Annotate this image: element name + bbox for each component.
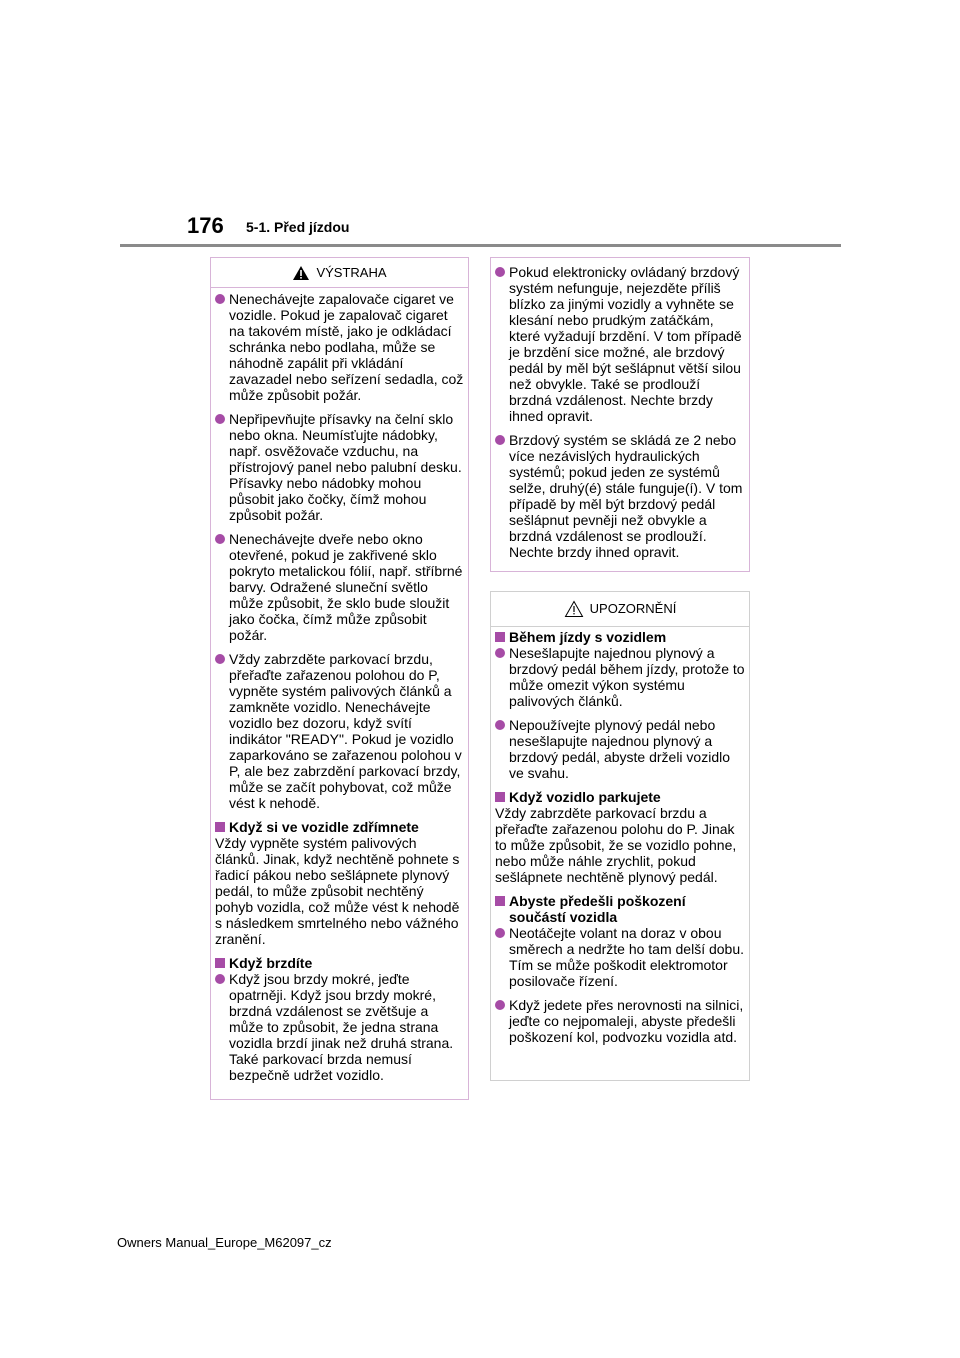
square-bullet-icon [215, 822, 225, 832]
bullet-icon [495, 267, 505, 277]
caution-subheading [495, 893, 745, 925]
watermark-logo [620, 1325, 960, 1358]
warning-item-text: Když jsou brzdy mokré, jeďte opatrněji. Když jsou brzdy mokré, brzdná vzdálenost se zvětšuje a může to způsobit, že jedna strana vozidla brzdí jinak než druhá strana. Také parkovací brzda nemusí bezpečně udržet vozidlo. [229, 971, 454, 1083]
caution-item-text: Neotáčejte volant na doraz v obou směrech a nedržte ho tam delší dobu. Tím se může poškodit elektromotor posilovače řízení. [509, 925, 745, 989]
warning-item-text: Nenechávejte dveře nebo okno otevřené, pokud je zakřivené sklo pokryto metalickou fólií, např. stříbrné barvy. Odražené sluneční světlo může způsobit, že sklo bude sloužit jako čočka, čímž může způsobit požár. [229, 531, 463, 643]
bullet-icon [495, 928, 505, 938]
caution-body [495, 625, 745, 1053]
page-number: 176 [187, 213, 224, 238]
caution-header [491, 592, 749, 627]
caution-item-text: Nesešlapujte najednou plynový a brzdový pedál během jízdy, protože to může omezit výkon systému palivových článků. [509, 645, 745, 709]
warning-item [215, 411, 464, 523]
warning-item [215, 971, 464, 1083]
bullet-icon [495, 720, 505, 730]
warning-subheading-text: Když si ve vozidle zdřímnete [229, 819, 419, 835]
caution-item-text: Když jedete přes nerovnosti na silnici, jeďte co nejpomaleji, abyste předešli poškození kol, podvozku vozidla atd. [509, 997, 744, 1045]
bullet-icon [215, 414, 225, 424]
caution-item [495, 925, 745, 989]
caution-subheading [495, 629, 745, 645]
warning-title: VÝSTRAHA [316, 264, 387, 280]
warning-header [211, 258, 468, 288]
bullet-icon [215, 294, 225, 304]
bullet-icon [495, 435, 505, 445]
section-title: 5-1. Před jízdou [246, 219, 350, 235]
caution-subheading-text: Během jízdy s vozidlem [509, 629, 667, 645]
caution-item-text: Nepoužívejte plynový pedál nebo nesešlapujte najednou plynový a brzdový pedál, abyste drželi vozidlo ve svahu. [509, 717, 731, 781]
warning-item-text: Nenechávejte zapalovače cigaret ve vozidle. Pokud je zapalovač cigaret na takovém místě, jako je odkládací schránka nebo podlaha, může se náhodně zapálit při vkládání zavazadel nebo seřízení sedadla, což může způsobit požár. [229, 291, 464, 403]
bullet-icon [215, 974, 225, 984]
warning-item-text: Pokud elektronicky ovládaný brzdový systém nefunguje, nejezděte příliš blízko za jinými vozidly a vyhněte se klesání nebo prudkým zatáčkám, které vyžadují brzdění. V tom případě je brzdění sice možné, ale brzdový pedál by měl být sešlápnut větší silou než obvykle. Také se prodlouží brzdná vzdálenost. Nechte brzdy ihned opravit. [509, 264, 742, 424]
warning-continued-body [495, 264, 745, 568]
caution-subheading-text: Abyste předešli poškození součástí vozidla [509, 893, 686, 925]
caution-triangle-icon [564, 600, 584, 618]
warning-paragraph: Vždy vypněte systém palivových článků. Jinak, když nechtěně pohnete s řadicí pákou nebo sešlápnete plynový pedál, to může způsobit nechtěný pohyb vozidla, což může vést k nehodě s následkem smrtelného nebo vážného zranění. [215, 835, 460, 947]
warning-item [215, 651, 464, 811]
warning-subheading [215, 819, 464, 835]
warning-item [215, 531, 464, 643]
caution-subheading-text: Když vozidlo parkujete [509, 789, 661, 805]
square-bullet-icon [495, 792, 505, 802]
square-bullet-icon [495, 632, 505, 642]
caution-paragraph: Vždy zabrzděte parkovací brzdu a přeřaďte zařazenou polohu do P. Jinak to může způsobit, že se vozidlo pohne, nebo může náhle zrychlit, pokud sešlápnete nechtěně plynový pedál. [495, 805, 737, 885]
header-rule [120, 244, 841, 247]
bullet-icon [215, 534, 225, 544]
warning-triangle-icon [292, 265, 310, 281]
footer-document-id: Owners Manual_Europe_M62097_cz [117, 1235, 332, 1250]
warning-subheading [215, 955, 464, 971]
warning-box [210, 257, 469, 1100]
square-bullet-icon [495, 896, 505, 906]
warning-continued-box [490, 257, 750, 572]
warning-item-text: Vždy zabrzděte parkovací brzdu, přeřaďte zařazenou polohou do P, vypněte systém palivových článků a zamkněte vozidlo. Nenechávejte vozidlo bez dozoru, když svítí indikátor "READY". Pokud je vozidlo zaparkováno se zařazenou polohou v P, ale bez zabrzdění parkovací brzdy, může se začít pohybovat, což může vést k nehodě. [229, 651, 462, 811]
warning-body [215, 291, 464, 1091]
warning-item-text: Nepřipevňujte přísavky na čelní sklo nebo okna. Neumísťujte nádobky, např. osvěžovače vzduchu, na přístrojový panel nebo palubní desku. Přísavky nebo nádobky mohou působit jako čočky, čímž mohou způsobit požár. [229, 411, 462, 523]
caution-box [490, 591, 750, 1081]
caution-item [495, 997, 745, 1045]
warning-subheading-text: Když brzdíte [229, 955, 313, 971]
caution-item [495, 645, 745, 709]
caution-title: UPOZORNĚNÍ [589, 601, 677, 616]
bullet-icon [215, 654, 225, 664]
bullet-icon [495, 648, 505, 658]
square-bullet-icon [215, 958, 225, 968]
caution-subheading [495, 789, 745, 805]
caution-item [495, 717, 745, 781]
bullet-icon [495, 1000, 505, 1010]
warning-item [495, 264, 745, 424]
warning-item-text: Brzdový systém se skládá ze 2 nebo více nezávislých hydraulických systémů; pokud jeden ze systémů selže, druhý(é) stále funguje(í). V tom případě by měl být brzdový pedál sešlápnut pevněji než obvykle a brzdná vzdálenost se prodlouží. Nechte brzdy ihned opravit. [509, 432, 743, 560]
warning-item [495, 432, 745, 560]
warning-item [215, 291, 464, 403]
